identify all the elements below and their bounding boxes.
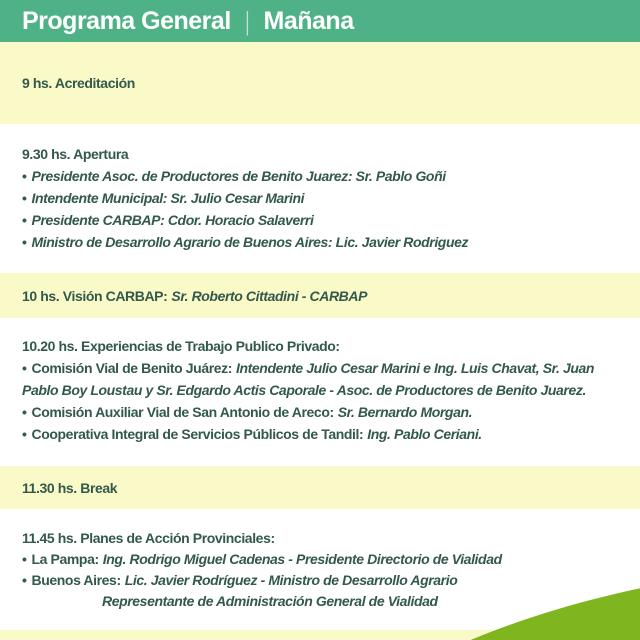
list-item: • Cooperativa Integral de Servicios Públicos de Tandil: Ing. Pablo Ceriani. [22,426,482,442]
list-item: • Presidente CARBAP: Cdor. Horacio Salaverri [22,212,314,228]
experiencias-title: 10.20 hs. Experiencias de Trabajo Publico Privado: [22,338,340,354]
bullet-icon: • [22,190,27,206]
header-bar [0,0,640,42]
section-experiencias [0,318,640,466]
planes-title: 11.45 hs. Planes de Acción Provinciales: [22,530,275,546]
list-item: • La Pampa: Ing. Rodrigo Miguel Cadenas - Presidente Directorio de Vialidad [22,551,502,567]
header-separator: | [245,6,250,36]
bullet-icon: • [22,212,27,228]
list-item: • Ministro de Desarrollo Agrario de Buenos Aires: Lic. Javier Rodriguez [22,234,469,250]
acreditacion-title: 9 hs. Acreditación [22,75,135,91]
header-title-right: Mañana [263,6,354,35]
section-vision-carbap [0,273,640,318]
vision-speaker: Sr. Roberto Cittadini - CARBAP [171,287,368,304]
bullet-icon: • [22,168,27,184]
vision-line [22,285,367,307]
header-title-left: Programa General [22,6,231,35]
bullet-icon: • [22,360,27,376]
list-item: • Intendente Municipal: Sr. Julio Cesar Marini [22,190,305,206]
bullet-icon: • [22,551,27,567]
bullet-icon: • [22,426,27,442]
section-apertura [0,124,640,273]
bullet-icon: • [22,404,27,420]
section-planes [0,509,640,630]
bullet-icon: • [22,234,27,250]
list-item: • Presidente Asoc. de Productores de Benito Juarez: Sr. Pablo Goñi [22,168,446,184]
bullet-icon: • [22,572,27,588]
break-title: 11.30 hs. Break [22,479,118,496]
planes-continuation: Representante de Administración General de Vialidad [102,593,438,609]
list-item: • Buenos Aires: Lic. Javier Rodríguez - Ministro de Desarrollo Agrario [22,572,458,588]
vision-label: 10 hs. Visión CARBAP: [22,287,168,304]
apertura-title: 9.30 hs. Apertura [22,146,129,162]
list-item: • Comisión Vial de Benito Juárez: Intendente Julio Cesar Marini e Ing. Luis Chavat, Sr. Juan Pablo Boy Loustau y Sr. Edgardo Actis Caporale - Asoc. de Productores de Benito Juarez. [22,360,595,398]
section-acreditacion [0,42,640,124]
list-item: • Comisión Auxiliar Vial de San Antonio de Areco: Sr. Bernardo Morgan. [22,404,473,420]
section-break [0,466,640,509]
